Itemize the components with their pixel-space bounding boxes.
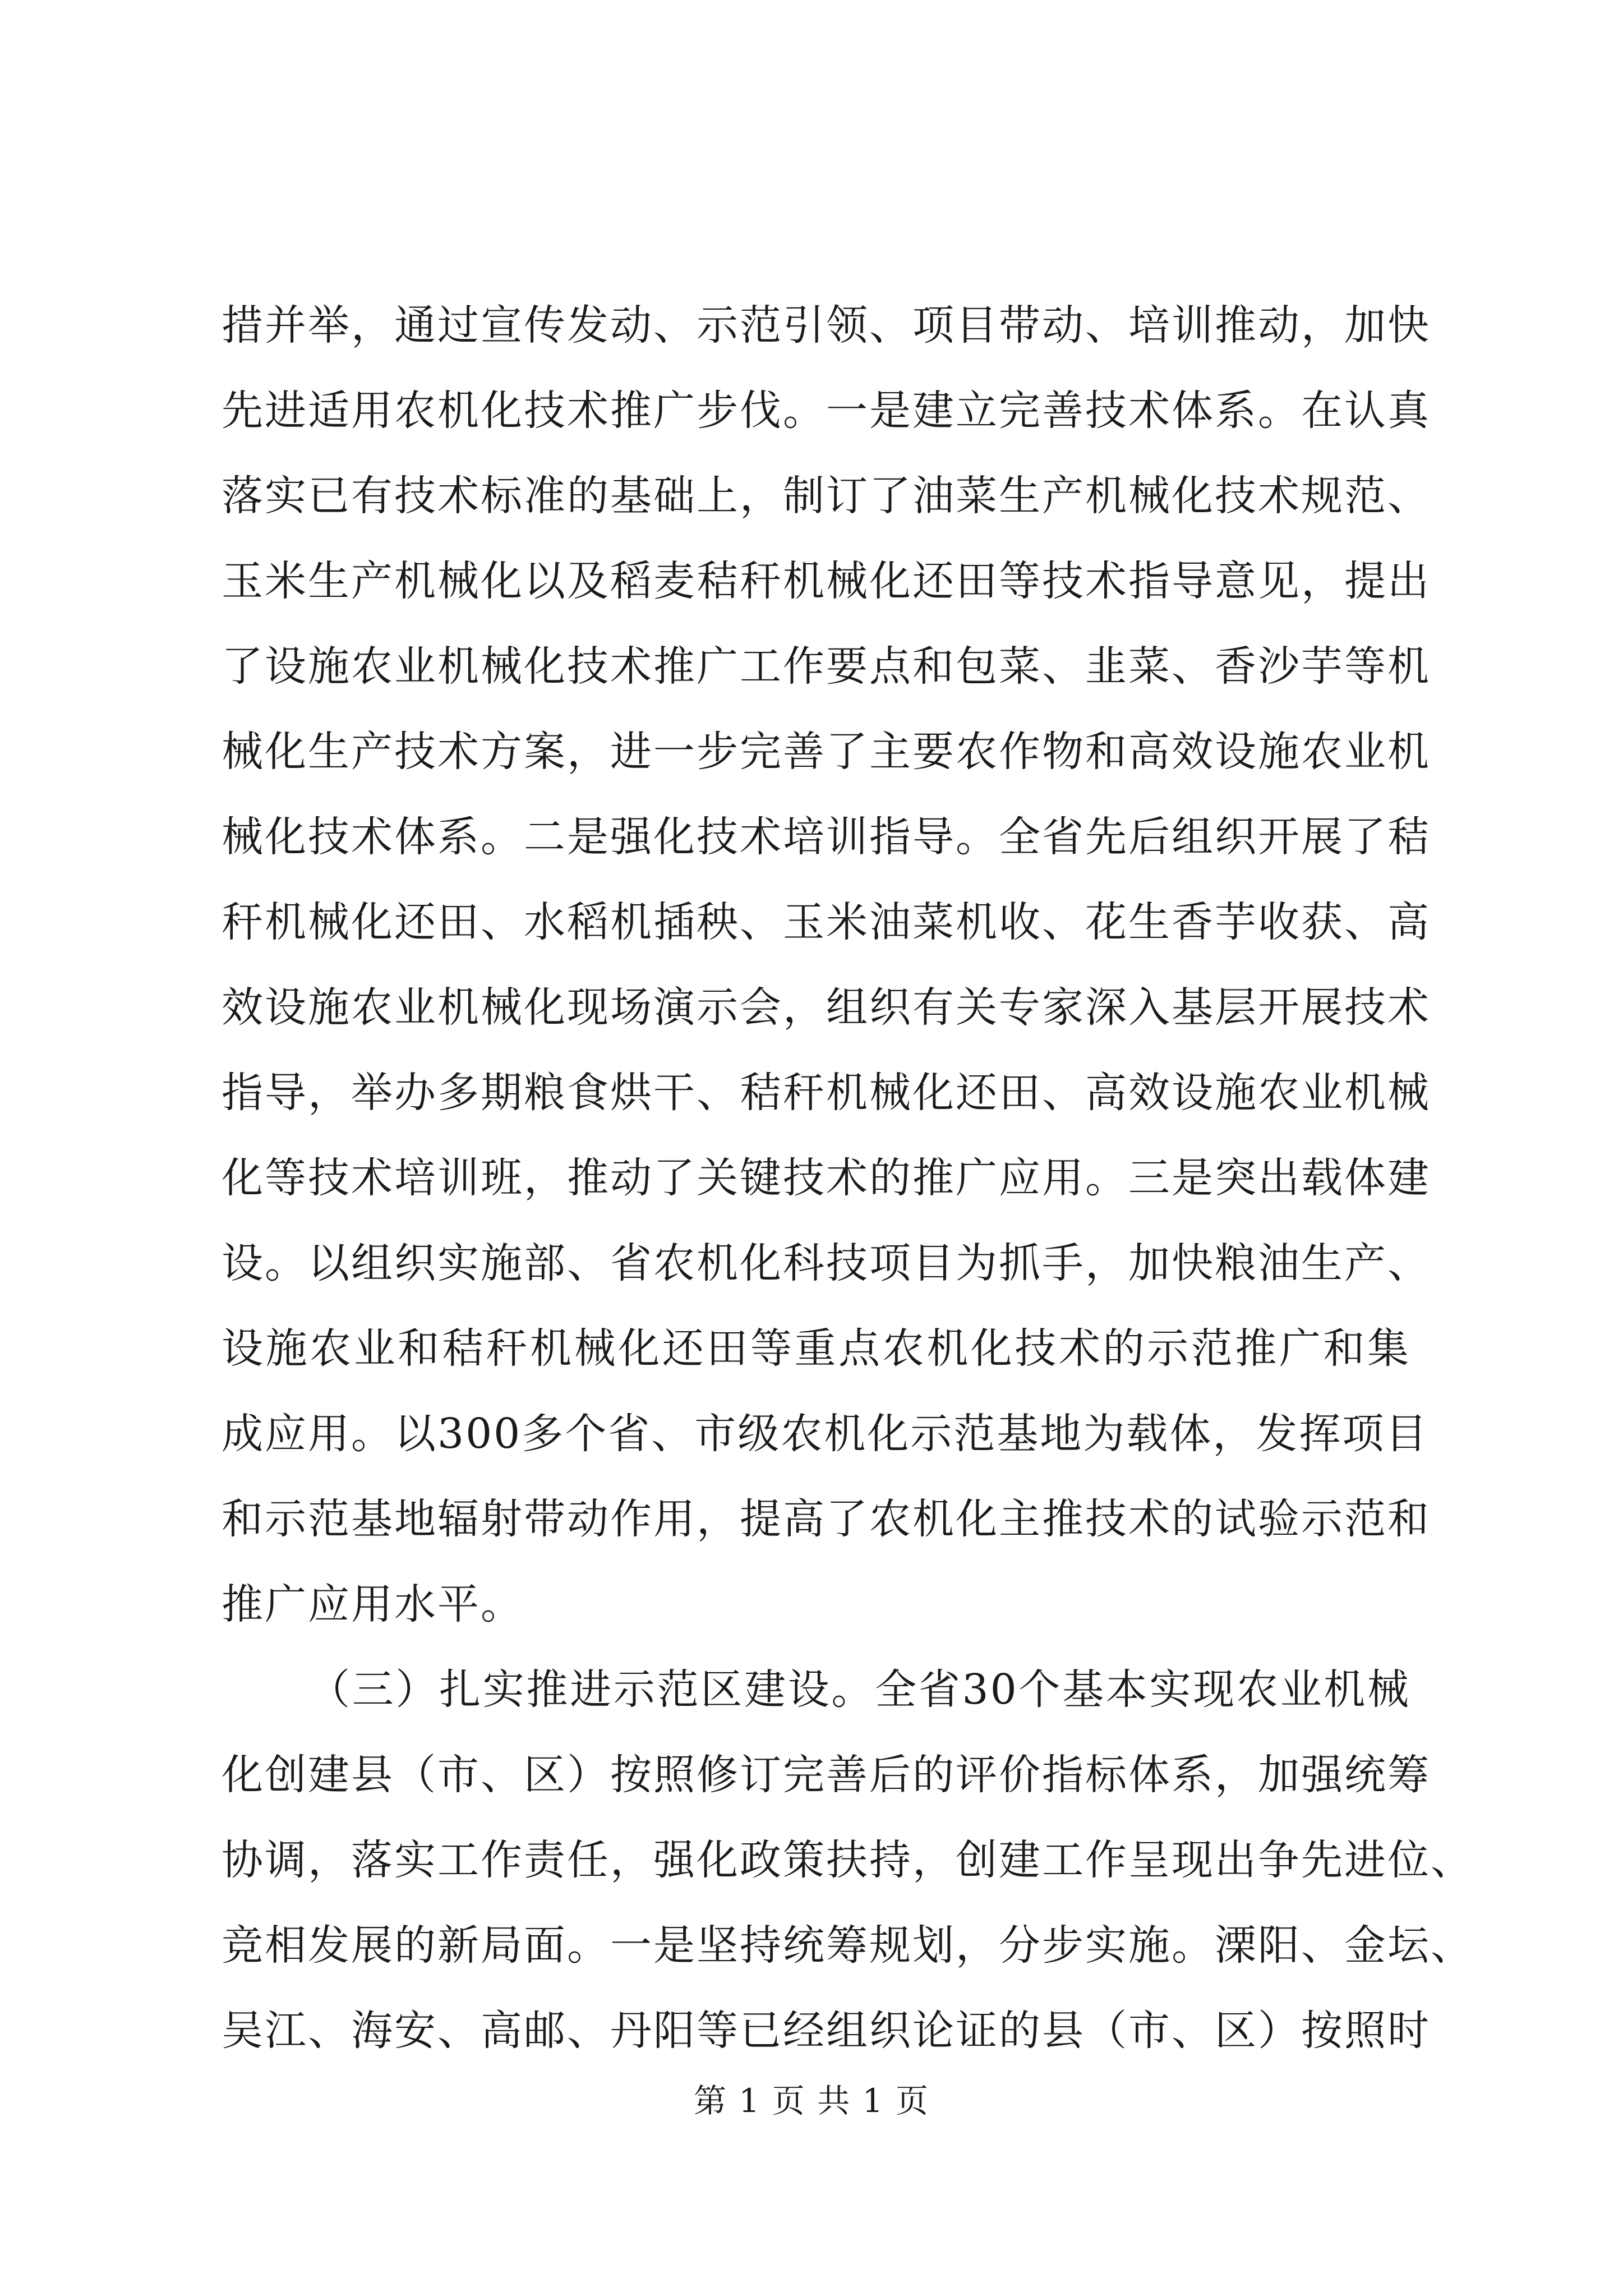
page-number-footer: 第 1 页 共 1 页 bbox=[694, 2082, 929, 2120]
text-line: 落实已有技术标准的基础上，制订了油菜生产机械化技术规范、 bbox=[222, 472, 1431, 520]
text-line: 先进适用农机化技术推广步伐。一是建立完善技术体系。在认真 bbox=[222, 386, 1431, 435]
text-line: 械化生产技术方案，进一步完善了主要农作物和高效设施农业机 bbox=[222, 728, 1431, 776]
text-line: 推广应用水平。 bbox=[222, 1580, 524, 1628]
text-line: 指导，举办多期粮食烘干、秸秆机械化还田、高效设施农业机械 bbox=[222, 1069, 1431, 1117]
text-line: 设施农业和秸秆机械化还田等重点农机化技术的示范推广和集 bbox=[222, 1324, 1410, 1373]
text-line: 吴江、海安、高邮、丹阳等已经组织论证的县（市、区）按照时 bbox=[222, 2007, 1431, 2055]
text-line: 协调，落实工作责任，强化政策扶持，创建工作呈现出争先进位、 bbox=[222, 1836, 1474, 1884]
text-line: 竞相发展的新局面。一是坚持统筹规划，分步实施。溧阳、金坛、 bbox=[222, 1921, 1474, 1970]
text-line: 了设施农业机械化技术推广工作要点和包菜、韭菜、香沙芋等机 bbox=[222, 642, 1431, 691]
text-line: 械化技术体系。二是强化技术培训指导。全省先后组织开展了秸 bbox=[222, 813, 1431, 861]
text-line: 措并举，通过宣传发动、示范引领、项目带动、培训推动，加快 bbox=[222, 301, 1431, 349]
text-line: 秆机械化还田、水稻机插秧、玉米油菜机收、花生香芋收获、高 bbox=[222, 898, 1431, 946]
text-line: 玉米生产机械化以及稻麦秸秆机械化还田等技术指导意见，提出 bbox=[222, 557, 1431, 605]
text-line: 和示范基地辐射带动作用，提高了农机化主推技术的试验示范和 bbox=[222, 1495, 1431, 1543]
text-line: 成应用。以300多个省、市级农机化示范基地为载体，发挥项目 bbox=[222, 1410, 1429, 1458]
section-heading-line: （三）扎实推进示范区建设。全省30个基本实现农业机械 bbox=[308, 1665, 1410, 1714]
text-line: 化创建县（市、区）按照修订完善后的评价指标体系，加强统筹 bbox=[222, 1751, 1431, 1799]
text-line: 化等技术培训班，推动了关键技术的推广应用。三是突出载体建 bbox=[222, 1154, 1431, 1202]
text-line: 设。以组织实施部、省农机化科技项目为抓手，加快粮油生产、 bbox=[222, 1239, 1431, 1287]
text-line: 效设施农业机械化现场演示会，组织有关专家深入基层开展技术 bbox=[222, 983, 1431, 1032]
